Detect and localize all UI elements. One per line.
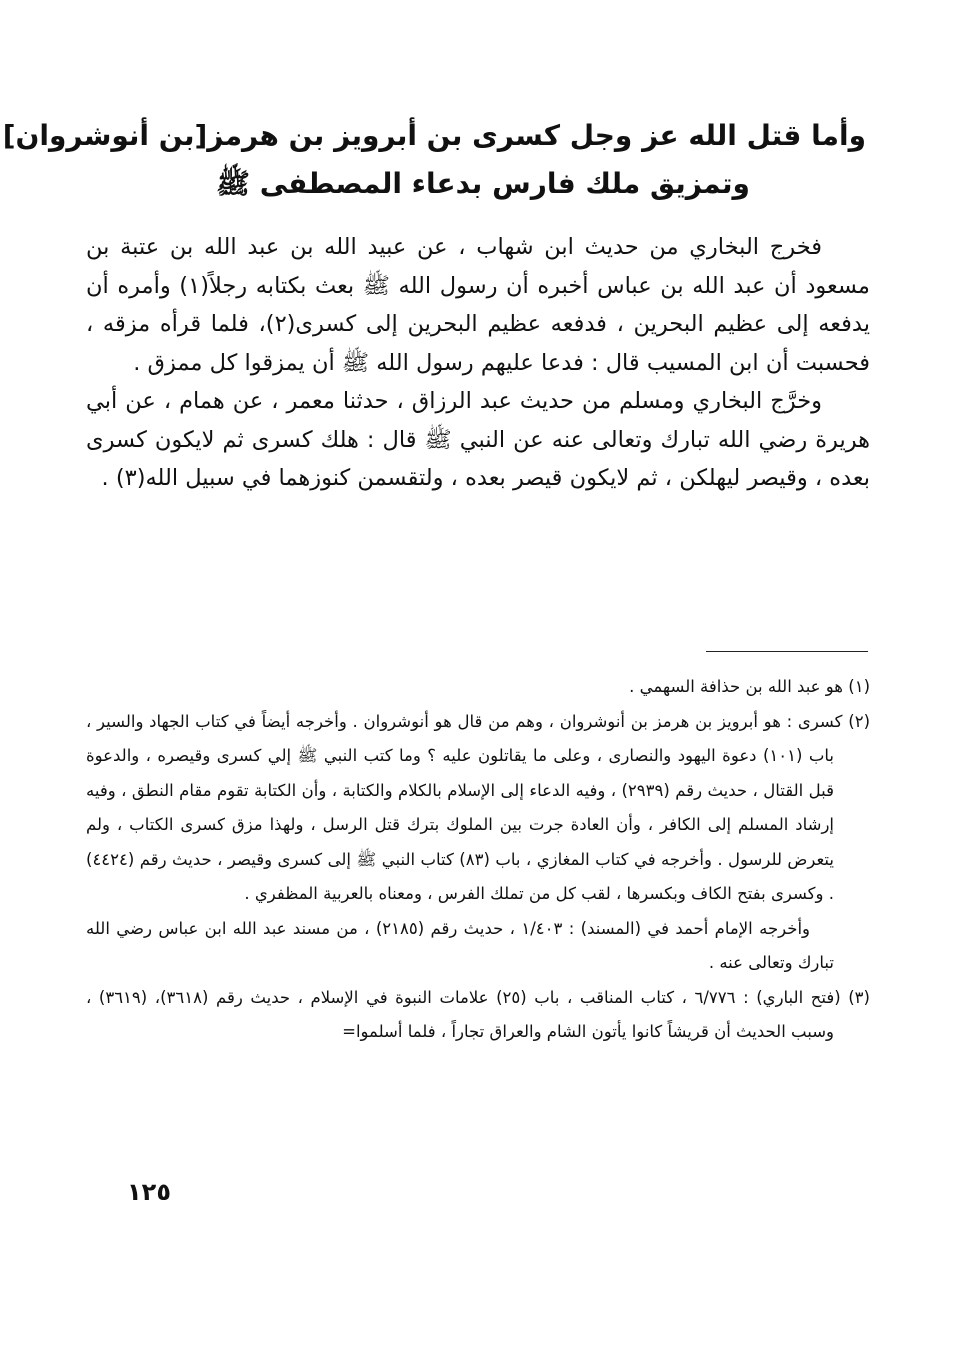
footnote-1: (١) هو عبد الله بن حذافة السهمي . xyxy=(629,677,870,696)
page-number: ١٢٥ xyxy=(127,1178,171,1206)
main-text xyxy=(86,228,870,498)
chapter-heading xyxy=(2,112,866,208)
paragraph-1: فخرج البخاري من حديث ابن شهاب ، عن عبيد الله بن عبد الله بن عتبة بن مسعود أن عبد الله بن عباس أخبره أن رسول الله ﷺ بعث بكتابه رجلاً(١) وأمره أن يدفعه إلى عظيم البحرين ، فدفعه عظيم البحرين إلى كسرى(٢)، فلما قرأه مزقه ، فحسبت أن ابن المسيب قال : فدعا عليهم رسول الله ﷺ أن يمزقوا كل ممزق . xyxy=(86,234,870,376)
footnote-3: (٣) (فتح الباري) : ٦/٧٧٦ ، كتاب المناقب ، باب (٢٥) علامات النبوة في الإسلام ، حديث رقم (٣٦١٨)، (٣٦١٩) ، وسبب الحديث أن قريشاً كانوا يأتون الشام والعراق تجاراً ، فلما أسلموا= xyxy=(86,987,870,1041)
footnote-2: (٢) كسرى : هو أبرويز بن هرمز بن أنوشروان ، وهم من قال هو أنوشروان . وأخرجه أيضاً في كتاب الجهاد والسير ، باب (١٠١) دعوة اليهود والنصارى ، وعلى ما يقاتلون عليه ؟ وما كتب النبي ﷺ إلي كسرى وقيصره ، والدعوة قبل القتال ، حديث رقم (٢٩٣٩) ، وفيه الدعاء إلى الإسلام بالكلام والكتابة ، وأن الكتابة تقوم مقام النطق ، وفيه إرشاد المسلم إلى الكافر ، وأن العادة جرت بين الملوك بترك قتل الرسل ، ولهذا مزق كسرى الكتاب ، ولم يتعرض للرسول . وأخرجه في كتاب المغازي ، باب (٨٣) كتاب النبي ﷺ إلى كسرى وقيصر ، حديث رقم (٤٤٢٤) . وكسرى بفتح الكاف وبكسرها ، لقب كل من تملك الفرس ، ومعناه بالعربية المظفري . xyxy=(86,711,870,903)
footnotes xyxy=(86,670,870,1050)
heading-line-1: وأما قتل الله عز وجل كسرى بن أبرويز بن هرمز[بن أنوشروان] xyxy=(2,119,866,152)
heading-line-2: وتمزيق ملك فارس بدعاء المصطفى ﷺ xyxy=(216,167,750,200)
footnote-separator xyxy=(706,651,868,652)
footnote-2-continuation: وأخرجه الإمام أحمد في (المسند) : ١/٤٠٣ ، حديث رقم (٢١٨٥) ، من مسند عبد الله ابن عباس رضي الله تبارك وتعالى عنه . xyxy=(86,918,834,972)
paragraph-2: وخرَّج البخاري ومسلم من حديث عبد الرزاق ، حدثنا معمر ، عن همام ، عن أبي هريرة رضي الله تبارك وتعالى عنه عن النبي ﷺ قال : هلك كسرى ثم لايكون كسرى بعده ، وقيصر ليهلكن ، ثم لايكون قيصر بعده ، ولتقسمن كنوزهما في سبيل الله(٣) . xyxy=(86,388,870,491)
